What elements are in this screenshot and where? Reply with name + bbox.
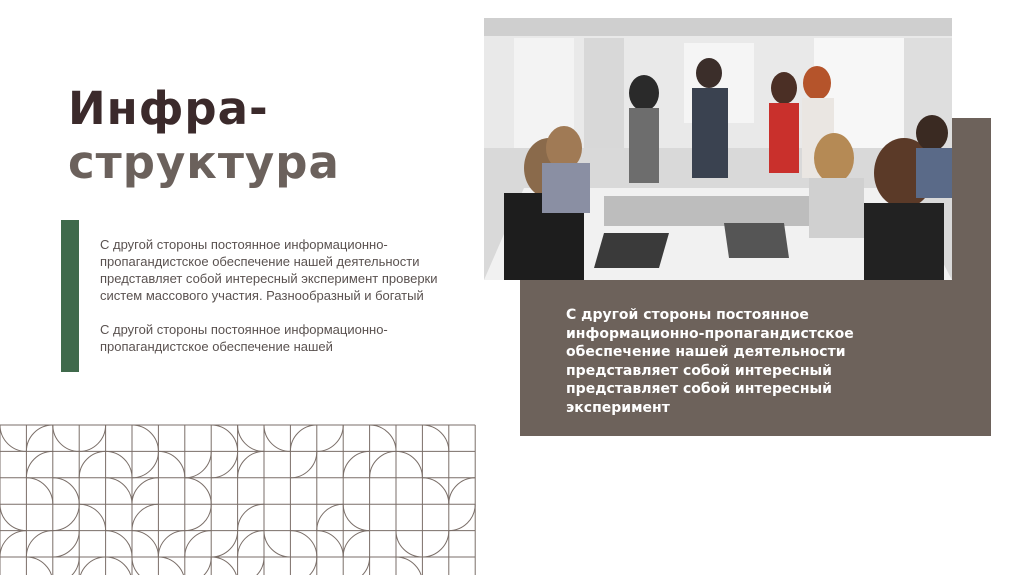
card-text: С другой стороны постоянное информационно-пропагандистское обеспечение нашей деятельности представляет собой интересный представляет собой интересный эксперимент (566, 307, 854, 416)
paragraph-1: С другой стороны постоянное информационно-пропагандистское обеспечение нашей деятельности представляет собой интересный эксперимент проверки систем массового участия. Разнообразный и богатый (100, 237, 438, 303)
page-title (68, 82, 340, 190)
body-text (100, 236, 480, 372)
classroom-photo (484, 18, 952, 280)
paragraph-2: С другой стороны постоянное информационно-пропагандистское обеспечение нашей (100, 322, 388, 354)
accent-bar (61, 220, 79, 372)
title-line-2: структура (68, 136, 340, 189)
title-line-1: Инфра- (68, 82, 269, 135)
decorative-grid-pattern (0, 423, 476, 575)
classroom-photo-illustration (484, 18, 952, 280)
